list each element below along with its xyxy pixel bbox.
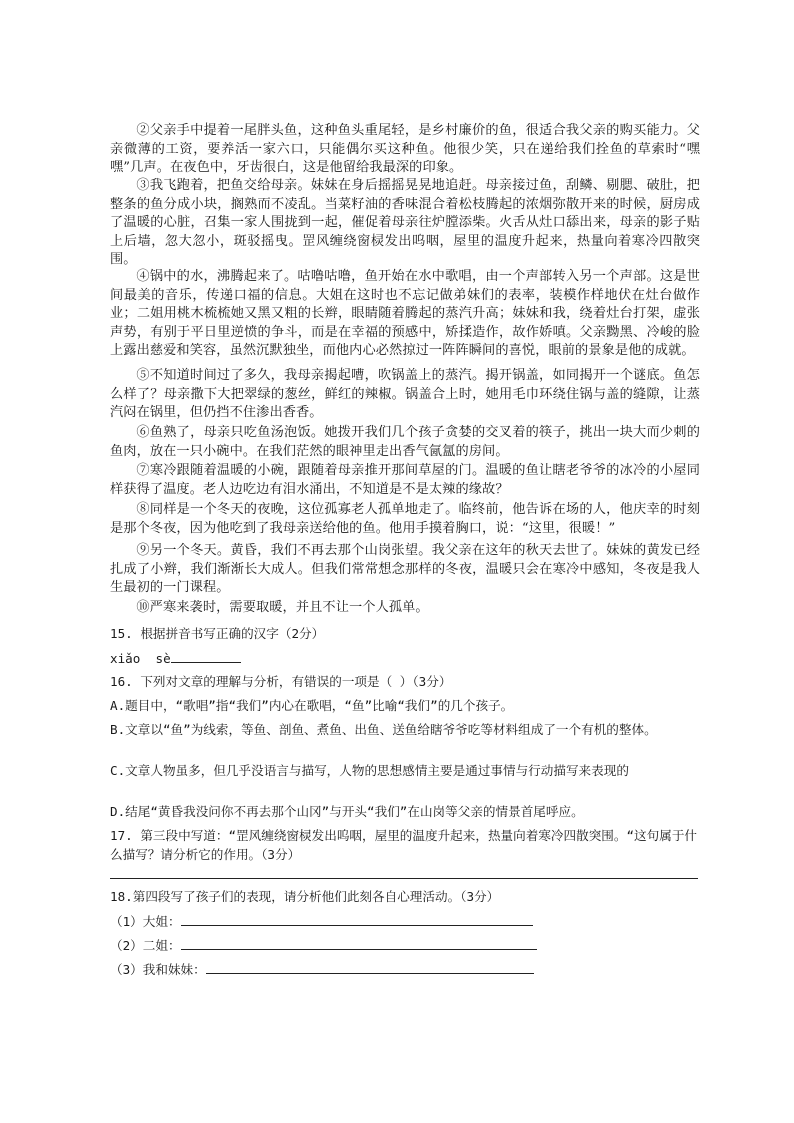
question-18-label-2: （2）二姐： <box>110 938 181 953</box>
question-17: 17. 第三段中写道：“罡风缠绕窗棂发出呜咽，屋里的温度升起来，热量向着寒冷四散突围。“这句属于什么描写？请分析它的作用。（3分） <box>110 828 698 862</box>
question-15-pinyin-row <box>110 649 706 669</box>
question-16: 16. 下列对文章的理解与分析，有错误的一项是（ ）（3分） <box>110 674 452 689</box>
passage-paragraph-7: ⑦寒冷跟随着温暖的小碗，跟随着母亲推开那间草屋的门。温暖的鱼让瞎老爷爷的冰冷的小屋同样获得了温度。老人边吃边有泪水涌出，不知道是不是太辣的缘故？ <box>110 463 700 497</box>
passage-paragraph-10: ⑩严寒来袭时，需要取暖，并且不让一个人孤单。 <box>136 600 429 615</box>
answer-blank-18-3[interactable] <box>206 960 534 974</box>
question-18-row-2 <box>110 936 706 956</box>
answer-blank-18-1[interactable] <box>181 912 533 926</box>
question-15: 15. 根据拼音书写正确的汉字（2分） <box>110 626 325 641</box>
question-18-label-3: （3）我和妹妹： <box>110 962 206 977</box>
passage-paragraph-9: ⑨另一个冬天。黄昏，我们不再去那个山岗张望。我父亲在这年的秋天去世了。妹妹的黄发已经扎成了小辫，我们渐渐长大成人。但我们常常想念那样的冬夜，温暖只会在寒冷中感知，冬夜是我人生最初的一门课程。 <box>110 543 700 596</box>
passage-paragraph-8: ⑧同样是一个冬天的夜晚，这位孤寡老人孤单地走了。临终前，他告诉在场的人，他庆幸的时刻是那个冬夜，因为他吃到了我母亲送给他的鱼。他用手摸着胸口，说：“这里，很暖！” <box>110 502 700 536</box>
answer-blank-15[interactable] <box>171 649 241 663</box>
question-16-option-a: A.题目中，“歌唱”指“我们”内心在歌唱，“鱼”比喻“我们”的几个孩子。 <box>110 698 514 713</box>
pinyin-se: sè <box>155 651 171 666</box>
question-18-row-1 <box>110 912 706 932</box>
question-16-option-c: C.文章人物虽多，但几乎没语言与描写，人物的思想感情主要是通过事情与行动描写来表现的 <box>110 763 629 778</box>
answer-line-17[interactable] <box>110 878 698 879</box>
question-18-row-3 <box>110 960 706 980</box>
question-16-option-b: B.文章以“鱼”为线索，等鱼、剖鱼、煮鱼、出鱼、送鱼给瞎爷爷吃等材料组成了一个有机的整体。 <box>110 722 657 737</box>
passage-paragraph-4: ④锅中的水，沸腾起来了。咕噜咕噜，鱼开始在水中歌唱，由一个声部转入另一个声部。这是世间最美的音乐，传递口福的信息。大姐在这时也不忘记做弟妹们的表率，装模作样地伏在灶台做作业；二姐用桃木梳梳她又黑又粗的长辫，眼睛随着腾起的蒸汽升高；妹妹和我，绕着灶台打架，虚张声势，有别于平日里逆愤的争斗，而是在幸福的预感中，矫揉造作，故作娇嗔。父亲黝黑、冷峻的脸上露出慈爱和笑容，虽然沉默独坐，而他内心必然掠过一阵阵瞬间的喜悦，眼前的景象是他的成就。 <box>110 269 700 359</box>
passage-paragraph-3: ③我飞跑着，把鱼交给母亲。妹妹在身后摇摇晃晃地追赶。母亲接过鱼，刮鳞、剔腮、破肚，把整条的鱼分成小块，搁熟而不凌乱。当菜籽油的香味混合着松枝腾起的浓烟弥散开来的时候，厨房成了温暖的心脏，召集一家人围拢到一起，催促着母亲往炉膛添柴。火舌从灶口舔出来，母亲的影子贴上后墙，忽大忽小，斑驳摇曳。罡风缠绕窗棂发出呜咽，屋里的温度升起来，热量向着寒冷四散突围。 <box>110 178 700 268</box>
pinyin-xiao: xiǎo <box>110 651 141 666</box>
passage-paragraph-5: ⑤不知道时间过了多久，我母亲揭起嘈，吹锅盖上的蒸汽。揭开锅盖，如同揭开一个谜底。鱼怎么样了？母亲撒下大把翠绿的葱丝，鲜红的辣椒。锅盖合上时，她用毛巾环绕住锅与盖的缝隙，让蒸汽闷在锅里，但仍挡不住渗出香香。 <box>110 368 700 421</box>
passage-paragraph-6: ⑥鱼熟了，母亲只吃鱼汤泡饭。她拨开我们几个孩子贪婪的交叉着的筷子，挑出一块大而少刺的鱼肉，放在一只小碗中。在我们茫然的眼神里走出香气氤氲的房间。 <box>110 425 700 459</box>
answer-blank-18-2[interactable] <box>181 936 537 950</box>
passage-paragraph-2: ②父亲手中提着一尾胖头鱼，这种鱼头重尾轻，是乡村廉价的鱼，很适合我父亲的购买能力。父亲微薄的工资，要养活一家六口，只能偶尔买这种鱼。他很少笑，只在递给我们拴鱼的草索时“嘿嘿”几声。在夜色中，牙齿很白，这是他留给我最深的印象。 <box>110 123 700 176</box>
question-18-label-1: （1）大姐： <box>110 914 181 929</box>
question-18: 18.第四段写了孩子们的表现，请分析他们此刻各自心理活动。（3分） <box>110 889 500 904</box>
question-16-option-d: D.结尾“黄昏我没问你不再去那个山冈”与开头“我们”在山岗等父亲的情景首尾呼应。 <box>110 804 584 819</box>
